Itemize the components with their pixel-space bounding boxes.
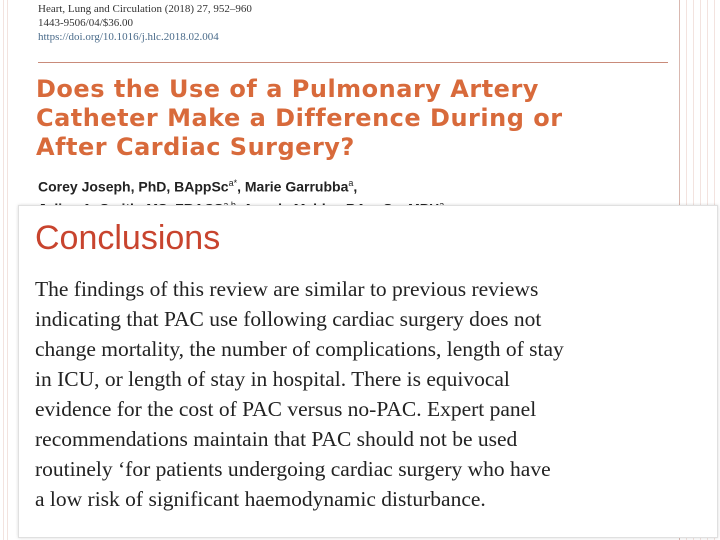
journal-citation: Heart, Lung and Circulation (2018) 27, 952–960: [38, 3, 252, 15]
conclusions-excerpt: [18, 205, 718, 538]
citation-block: [38, 2, 669, 44]
author-name: , Marie Garrubba: [237, 178, 349, 195]
title-line: Does the Use of a Pulmonary Artery: [36, 75, 539, 103]
header-divider: [38, 62, 668, 63]
author-line-1: [38, 174, 669, 196]
title-line: After Cardiac Surgery?: [36, 133, 355, 161]
conclusions-heading: Conclusions: [35, 219, 221, 257]
doi-link[interactable]: https://doi.org/10.1016/j.hlc.2018.02.004: [38, 31, 219, 43]
conclusions-line: indicating that PAC use following cardiac surgery does not: [35, 307, 542, 331]
slide-left-border: [0, 0, 10, 540]
affiliation-mark: a*: [228, 178, 238, 188]
conclusions-line: a low risk of significant haemodynamic disturbance.: [35, 487, 486, 511]
conclusions-line: The findings of this review are similar to previous reviews: [35, 277, 539, 301]
paper-header-excerpt: [14, 0, 669, 205]
issn-price: 1443-9506/04/$36.00: [38, 17, 134, 29]
conclusions-line: in ICU, or length of stay in hospital. There is equivocal: [35, 367, 510, 391]
author-name: Corey Joseph, PhD, BAppSc: [38, 178, 229, 195]
conclusions-line: recommendations maintain that PAC should not be used: [35, 427, 518, 451]
conclusions-line: evidence for the cost of PAC versus no-PAC. Expert panel: [35, 397, 537, 421]
title-line: Catheter Make a Difference During or: [36, 104, 563, 132]
affiliation-mark: a: [348, 178, 354, 188]
conclusions-line: routinely ‘for patients undergoing cardiac surgery who have: [35, 457, 551, 481]
conclusions-line: change mortality, the number of complications, length of stay: [35, 337, 564, 361]
author-separator: ,: [353, 178, 358, 195]
paper-title: [36, 75, 669, 162]
